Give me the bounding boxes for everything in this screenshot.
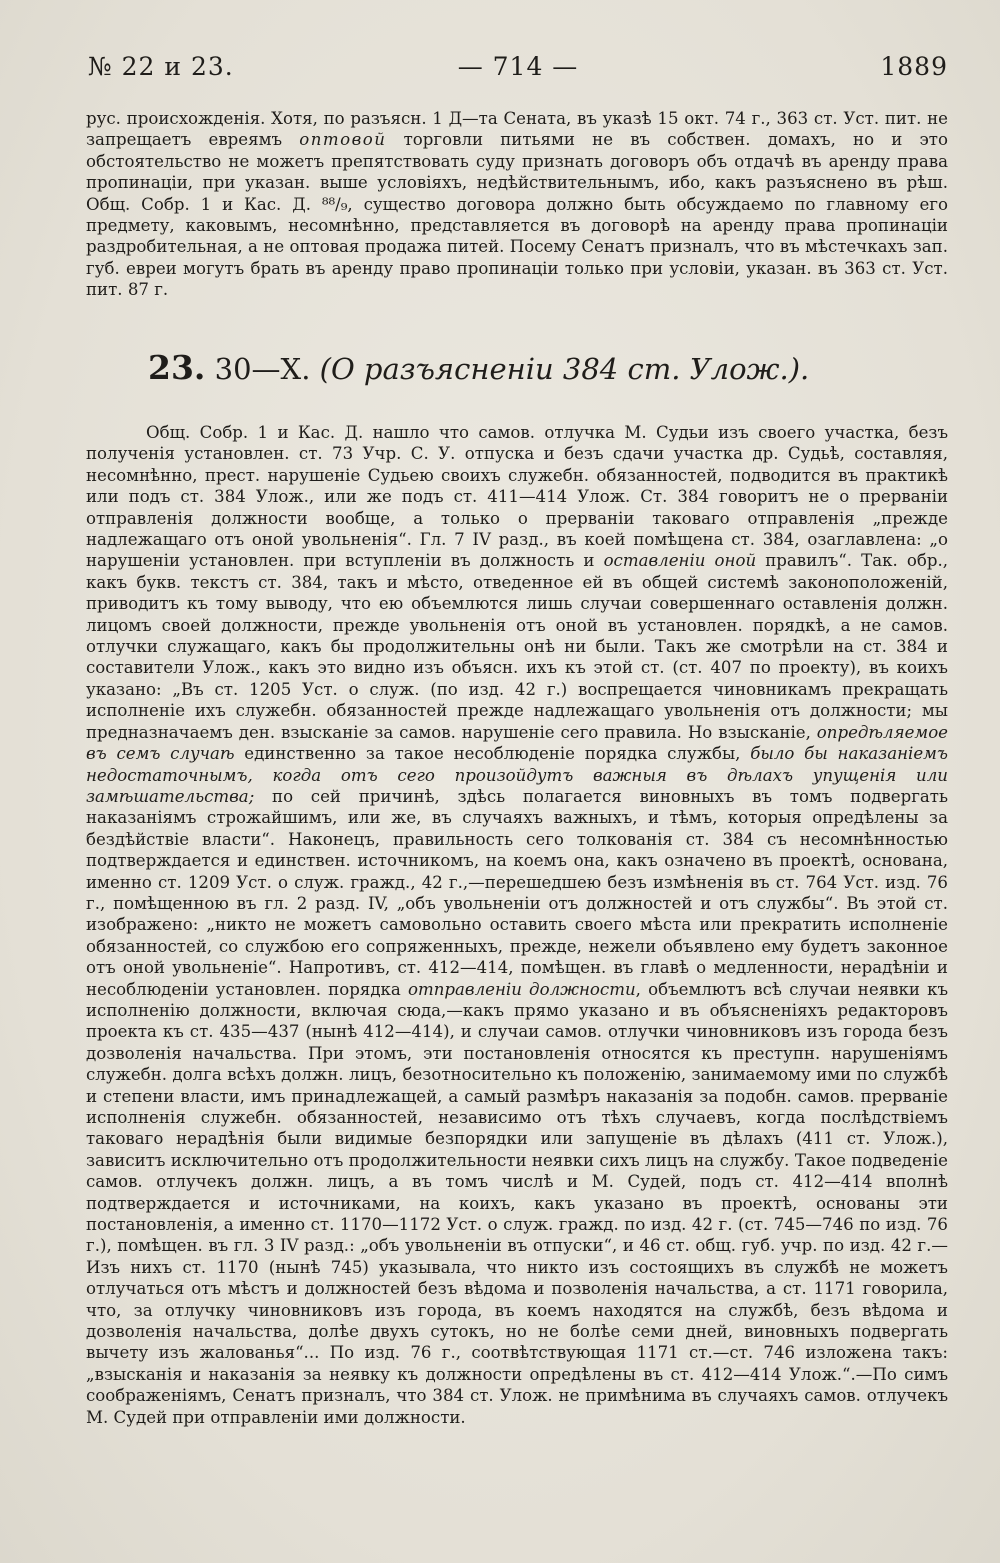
- emphasis-text: было бы наказаніемъ недостаточнымъ, когда отъ сего произойдутъ важныя въ дѣлахъ упущенія или замѣшательства;: [86, 744, 948, 806]
- page-number: — 714 —: [457, 52, 579, 81]
- emphasis-text: оставленіи оной: [603, 551, 757, 571]
- text-run: по сей причинѣ, здѣсь полагается виновныхъ въ томъ подвергать наказаніямъ строжайшимъ, или же, въ случаяхъ важныхъ, и тѣмъ, которыя опредѣлены за бездѣйствіе власти“. Наконецъ, правильность сего толкованія ст. 384 съ несомнѣнностью подтверждается и единствен. источникомъ, на коемъ она, какъ означено въ проектѣ, основана, именно ст. 1209 Уст. о служ. гражд., 42 г.,—перешедшею безъ измѣненія въ ст. 764 Уст. изд. 76 г., помѣщенною въ гл. 2 разд. IV, „объ увольненіи отъ должностей и отъ службы“. Въ этой ст. изображено: „никто не можетъ самовольно оставить своего мѣста или прекратить исполненіе обязанностей, со службою его сопряженныхъ, прежде, нежели объявлено ему будетъ законное отъ оной увольненіе“. Напротивъ, ст. 412—414, помѣщен. въ главѣ о медленности, нерадѣніи и несоблюденіи установлен. порядка: [86, 786, 948, 999]
- text-run: , объемлютъ всѣ случаи неявки къ исполненію должности, включая сюда,—какъ прямо указано и въ объясненіяхъ редакторовъ проекта къ ст. 435—437 (нынѣ 412—414), и случаи самов. отлучки чиновниковъ изъ города безъ дозволенія начальства. При этомъ, эти постановленія относятся къ преступн. нарушеніямъ служебн. долга всѣхъ должн. лицъ, безотносительно къ положенію, занимаемому ими по службѣ и степени власти, имъ принадлежащей, а самый размѣръ наказанія за подобн. самов. прерваніе исполненія служебн. обязанностей, независимо отъ тѣхъ случаевъ, когда послѣдствіемъ таковаго нерадѣнія были видимые безпорядки или запущеніе въ дѣлахъ (411 ст. Улож.), зависитъ исключительно отъ продолжительности неявки сихъ лицъ на службу. Такое подведеніе самов. отлучекъ должн. лицъ, а въ томъ числѣ и М. Судей, подъ ст. 412—414 вполнѣ подтверждается и источниками, на коихъ, какъ указано въ проектѣ, основаны эти постановленія, а именно ст. 1170—1172 Уст. о служ. гражд. по изд. 42 г. (ст. 745—746 по изд. 76 г.), помѣщен. въ гл. 3 IV разд.: „объ увольненіи въ отпуски“, и 46 ст. общ. губ. учр. по изд. 42 г.— Изъ нихъ ст. 1170 (нынѣ 745) указывала, что никто изъ состоящихъ въ службѣ не можетъ отлучаться отъ мѣстъ и должностей безъ вѣдома и позволенія начальства, а ст. 1171 говорила, что, за отлучку чиновниковъ изъ города, въ коемъ находятся на службѣ, безъ вѣдома и дозволенія начальства, долѣе двухъ сутокъ, но не болѣе семи дней, виновныхъ подвергать вычету изъ жалованья“... По изд. 76 г., соотвѣтствующая 1171 ст.—ст. 746 изложена такъ: „взысканія и наказанія за неявку къ должности опредѣлены въ ст. 412—414 Улож.“.—По симъ соображеніямъ, Сенатъ призналъ, что 384 ст. Улож. не примѣнима въ случаяхъ самов. отлучекъ М. Судей при отправленіи ими должности.: [86, 979, 948, 1427]
- page-header: [88, 52, 948, 92]
- emphasis-text: опредѣляемое въ семъ случаѣ: [86, 722, 948, 764]
- section-number: 23.: [148, 348, 206, 387]
- section-heading: [148, 348, 948, 387]
- text-run: торговли питьями не въ собствен. домахъ, но и это обстоятельство не можетъ препятствовать суду признать договоръ объ отдачѣ въ аренду права пропинаціи, при указан. выше условіяхъ, недѣйствительнымъ, ибо, какъ разъяснено въ рѣш. Общ. Собр. 1 и Кас. Д. ⁸⁸/₉, существо договора должно быть обсуждаемо по главному его предмету, каковымъ, несомнѣнно, представляется въ договорѣ на аренду права пропинаціи раздробительная, а не оптовая продажа питей. Посему Сенатъ призналъ, что въ мѣстечкахъ зап. губ. евреи могутъ брать въ аренду право пропинаціи только при условіи, указан. въ 363 ст. Уст. пит. 87 г.: [86, 130, 948, 300]
- paragraph-main: [86, 422, 948, 1428]
- emphasis-text: отправленіи должности: [407, 979, 636, 999]
- section-date: 30—X.: [214, 352, 311, 386]
- paragraph-continuation: [86, 108, 948, 301]
- year: 1889: [880, 52, 948, 81]
- issue-number: № 22 и 23.: [88, 52, 234, 81]
- text-run: рус. происхожденія. Хотя, по разъясн. 1 Д—та Сената, въ указѣ 15 окт. 74 г., 363 ст. Уст. пит. не запрещаетъ евреямъ: [86, 109, 948, 150]
- emphasis-text: оптовой: [299, 130, 387, 150]
- text-run: единственно за такое несоблюденіе порядка службы,: [234, 744, 751, 764]
- text-run: Общ. Собр. 1 и Кас. Д. нашло что самов. отлучка М. Судьи изъ своего участка, безъ полученія установлен. ст. 73 Учр. С. У. отпуска и безъ сдачи участка др. Судьѣ, составляя, несомнѣнно, прест. нарушеніе Судьею своихъ служебн. обязанностей, подводится въ практикѣ или подъ ст. 384 Улож., или же подъ ст. 411—414 Улож. Ст. 384 говоритъ не о прерваніи отправленія должности вообще, а только о прерваніи таковаго отправленія „прежде надлежащаго отъ оной увольненія“. Гл. 7 IV разд., въ коей помѣщена ст. 384, озаглавлена: „о нарушеніи установлен. при вступленіи въ должность и: [86, 423, 948, 571]
- section-title: (О разъясненіи 384 ст. Улож.).: [319, 352, 810, 386]
- text-run: правилъ“. Так. обр., какъ букв. текстъ ст. 384, такъ и мѣсто, отведенное ей въ общей системѣ законоположеній, приводитъ къ тому выводу, что ею объемлются лишь случаи совершеннаго оставленія должн. лицомъ своей должности, прежде увольненія отъ оной въ установлен. порядкѣ, а не самов. отлучки служащаго, какъ бы продолжительны онѣ ни были. Такъ же смотрѣли на ст. 384 и составители Улож., какъ это видно изъ объясн. ихъ къ этой ст. (ст. 407 по проекту), въ коихъ указано: „Въ ст. 1205 Уст. о служ. (по изд. 42 г.) воспрещается чиновникамъ прекращать исполненіе ихъ служебн. обязанностей прежде надлежащаго увольненія отъ должности; мы предназначаемъ ден. взысканіе за самов. нарушеніе сего правила. Но взысканіе,: [86, 551, 948, 742]
